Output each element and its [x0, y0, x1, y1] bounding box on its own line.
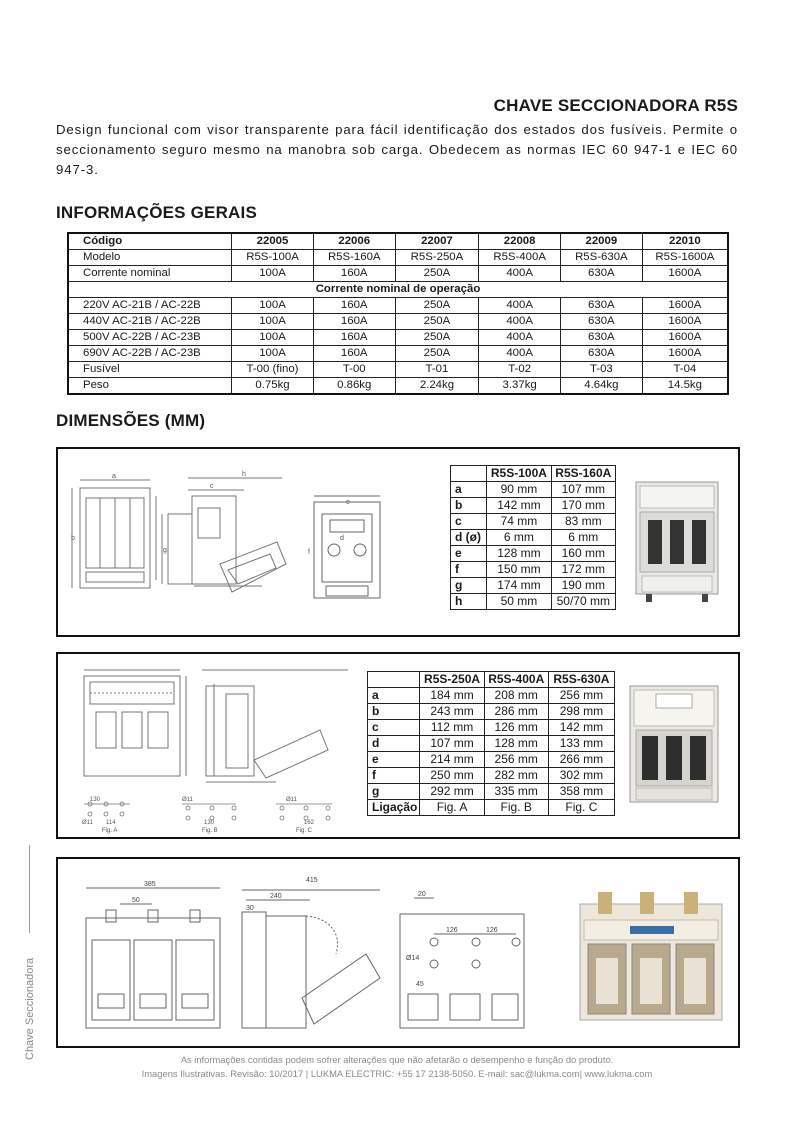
table-cell: 107 mm [420, 736, 484, 752]
table-cell: c [451, 514, 487, 530]
table-cell: 256 mm [548, 688, 614, 704]
table-cell: 50 mm [487, 594, 551, 610]
dimension-label: e [346, 499, 350, 506]
table-header-cell: R5S-160A [551, 466, 615, 482]
table-cell: 266 mm [548, 752, 614, 768]
dimension-label: f [308, 549, 310, 556]
table-cell: 160A [313, 266, 395, 282]
dimension-label: 30 [246, 905, 254, 912]
table-row [368, 736, 615, 752]
table-cell: 335 mm [484, 784, 548, 800]
table-cell: T-00 [313, 362, 395, 378]
table-row [451, 546, 616, 562]
dimension-label: 114 [106, 820, 116, 826]
table-cell: 630A [561, 266, 643, 282]
table-cell: d [368, 736, 420, 752]
table-cell: 1600A [642, 298, 728, 314]
product-photo-large [578, 884, 724, 1024]
table-cell: 690V AC-22B / AC-23B [68, 346, 232, 362]
table-cell: 150 mm [487, 562, 551, 578]
table-cell: 2.24kg [395, 378, 479, 395]
table-cell: 90 mm [487, 482, 551, 498]
table-cell: a [451, 482, 487, 498]
side-label: Chave Seccionadora [24, 957, 36, 1060]
table-subheader: Corrente nominal de operação [68, 282, 728, 298]
dimensions-table-medium [367, 671, 615, 816]
table-header-cell: 22005 [232, 233, 314, 250]
table-cell: 214 mm [420, 752, 484, 768]
table-cell: 142 mm [487, 498, 551, 514]
table-row [451, 482, 616, 498]
table-cell: 190 mm [551, 578, 615, 594]
table-row [368, 784, 615, 800]
table-header-cell: R5S-630A [548, 672, 614, 688]
table-header-cell [451, 466, 487, 482]
table-cell: a [368, 688, 420, 704]
table-header-cell: R5S-250A [420, 672, 484, 688]
table-header-cell: R5S-400A [484, 672, 548, 688]
table-cell: 630A [561, 346, 643, 362]
table-cell: 1600A [642, 330, 728, 346]
table-cell: 74 mm [487, 514, 551, 530]
intro-paragraph: Design funcional com visor transparente para fácil identificação dos estados dos fusíveis. Permite o seccionamento seguro mesmo na manobra sob carga. Obedecem as normas IEC 60 947-1 e IEC 60 947-3. [56, 122, 738, 177]
table-row [368, 720, 615, 736]
table-cell: 100A [232, 314, 314, 330]
table-cell: 400A [479, 330, 561, 346]
table-cell: 50/70 mm [551, 594, 615, 610]
table-cell: Corrente nominal [68, 266, 232, 282]
table-cell: 174 mm [487, 578, 551, 594]
table-cell: 400A [479, 346, 561, 362]
dimension-label: b [71, 535, 75, 542]
table-cell: T-04 [642, 362, 728, 378]
table-cell: 83 mm [551, 514, 615, 530]
table-cell: 630A [561, 298, 643, 314]
table-cell: 160A [313, 330, 395, 346]
table-cell: 112 mm [420, 720, 484, 736]
table-header-cell: 22007 [395, 233, 479, 250]
table-cell: 3.37kg [479, 378, 561, 395]
info-heading: INFORMAÇÕES GERAIS [56, 203, 258, 222]
table-cell: 107 mm [551, 482, 615, 498]
table-cell: 6 mm [487, 530, 551, 546]
table-cell: 100A [232, 330, 314, 346]
dimensions-heading: DIMENSÕES (MM) [56, 411, 206, 430]
dimension-label: 130 [90, 797, 101, 803]
dimension-label: g [163, 547, 167, 554]
table-cell: R5S-400A [479, 250, 561, 266]
technical-drawing-small-top [308, 494, 386, 606]
table-cell: 208 mm [484, 688, 548, 704]
table-cell: 630A [561, 314, 643, 330]
table-header-cell: 22006 [313, 233, 395, 250]
table-row [68, 330, 728, 346]
dimension-label: 240 [270, 893, 282, 900]
table-cell: 126 mm [484, 720, 548, 736]
dimension-label: 20 [418, 891, 426, 898]
table-cell: g [451, 578, 487, 594]
footer-disclaimer: As informações contidas podem sofrer alterações que não afetarão o desempenho e função do produto. [180, 1054, 614, 1065]
table-header-cell [368, 672, 420, 688]
table-row [368, 768, 615, 784]
table-cell: 160A [313, 346, 395, 362]
dimension-label: Ø14 [406, 955, 420, 962]
table-cell: b [451, 498, 487, 514]
table-cell: d (ø) [451, 530, 487, 546]
table-row [368, 752, 615, 768]
dimension-label: d [340, 535, 344, 542]
product-photo-small [632, 478, 722, 606]
dimension-label: Ø11 [182, 797, 193, 803]
table-cell: T-01 [395, 362, 479, 378]
table-cell: Fig. A [420, 800, 484, 816]
table-cell: f [368, 768, 420, 784]
dimension-label: 45 [416, 981, 424, 988]
table-cell: 250A [395, 346, 479, 362]
table-cell: R5S-630A [561, 250, 643, 266]
table-cell: 100A [232, 346, 314, 362]
table-cell: Ligação [368, 800, 420, 816]
table-cell: 250A [395, 298, 479, 314]
table-cell: 500V AC-22B / AC-23B [68, 330, 232, 346]
table-cell: 1600A [642, 314, 728, 330]
dimension-label: 130 [204, 820, 215, 826]
table-cell: b [368, 704, 420, 720]
table-cell: 0.86kg [313, 378, 395, 395]
table-cell: 250 mm [420, 768, 484, 784]
dimension-label: 126 [486, 927, 498, 934]
table-cell: 160A [313, 314, 395, 330]
table-cell: 302 mm [548, 768, 614, 784]
table-header-cell: 22008 [479, 233, 561, 250]
table-row [68, 314, 728, 330]
table-cell: 400A [479, 314, 561, 330]
table-cell: 6 mm [551, 530, 615, 546]
table-row [68, 250, 728, 266]
table-row [68, 362, 728, 378]
figure-label: Fig. A [102, 828, 118, 834]
table-cell: 14.5kg [642, 378, 728, 395]
dimension-label: Ø11 [286, 797, 297, 803]
table-row [451, 594, 616, 610]
footer-contact: Imagens Ilustrativas. Revisão: 10/2017 | LUKMA ELECTRIC: +55 17 2138-5050. E-mail: sac@lukma.com| www.lukma.com [141, 1068, 653, 1079]
table-cell: R5S-250A [395, 250, 479, 266]
figure-label: Fig. B [202, 828, 218, 834]
table-cell: 292 mm [420, 784, 484, 800]
table-cell: T-03 [561, 362, 643, 378]
table-cell: 400A [479, 266, 561, 282]
table-header-cell: 22009 [561, 233, 643, 250]
table-cell: 400A [479, 298, 561, 314]
figure-label: Fig. C [296, 828, 313, 834]
table-row [368, 688, 615, 704]
dimension-label: 126 [446, 927, 458, 934]
table-cell: 128 mm [484, 736, 548, 752]
table-cell: 0.75kg [232, 378, 314, 395]
table-cell: 1600A [642, 346, 728, 362]
table-cell: 133 mm [548, 736, 614, 752]
table-cell: 160A [313, 298, 395, 314]
table-cell: 172 mm [551, 562, 615, 578]
table-cell: 170 mm [551, 498, 615, 514]
table-cell: 358 mm [548, 784, 614, 800]
table-row [451, 578, 616, 594]
table-row [68, 266, 728, 282]
table-row [451, 498, 616, 514]
table-row [68, 298, 728, 314]
table-header-cell: Código [68, 233, 232, 250]
page-title: CHAVE SECCIONADORA R5S [493, 96, 738, 115]
technical-drawing-small-front-side [72, 468, 302, 618]
table-cell: 142 mm [548, 720, 614, 736]
table-cell: Fusível [68, 362, 232, 378]
info-table [67, 232, 729, 395]
table-cell: 243 mm [420, 704, 484, 720]
table-cell: 298 mm [548, 704, 614, 720]
dimension-label: 162 [304, 820, 315, 826]
table-cell: 440V AC-21B / AC-22B [68, 314, 232, 330]
table-row [451, 514, 616, 530]
table-cell: 220V AC-21B / AC-22B [68, 298, 232, 314]
table-cell: R5S-100A [232, 250, 314, 266]
table-cell: Fig. B [484, 800, 548, 816]
table-cell: R5S-160A [313, 250, 395, 266]
table-header-row [68, 233, 728, 250]
side-divider [29, 845, 30, 933]
table-cell: 128 mm [487, 546, 551, 562]
technical-drawing-medium [76, 664, 350, 834]
dimension-label: 385 [144, 881, 156, 888]
table-header-row [368, 672, 615, 688]
dimension-label: 50 [132, 897, 140, 904]
dimension-label: h [242, 471, 246, 478]
table-row [68, 378, 728, 395]
table-cell: 1600A [642, 266, 728, 282]
dimension-label: a [112, 473, 116, 480]
table-header-cell: R5S-100A [487, 466, 551, 482]
table-subheader-row [68, 282, 728, 298]
table-cell: 286 mm [484, 704, 548, 720]
table-cell: 256 mm [484, 752, 548, 768]
table-row [368, 800, 615, 816]
table-row [68, 346, 728, 362]
table-header-row [451, 466, 616, 482]
table-cell: 282 mm [484, 768, 548, 784]
table-row [451, 530, 616, 546]
dimension-label: 415 [306, 877, 318, 884]
table-cell: Fig. C [548, 800, 614, 816]
table-cell: T-02 [479, 362, 561, 378]
table-cell: 250A [395, 330, 479, 346]
table-header-cell: 22010 [642, 233, 728, 250]
table-cell: 250A [395, 266, 479, 282]
table-cell: T-00 (fino) [232, 362, 314, 378]
table-cell: 160 mm [551, 546, 615, 562]
table-cell: 4.64kg [561, 378, 643, 395]
table-cell: R5S-1600A [642, 250, 728, 266]
table-cell: f [451, 562, 487, 578]
table-row [451, 562, 616, 578]
table-cell: 184 mm [420, 688, 484, 704]
dimension-label: c [210, 483, 214, 490]
table-cell: h [451, 594, 487, 610]
table-cell: Peso [68, 378, 232, 395]
table-cell: 100A [232, 298, 314, 314]
table-row [368, 704, 615, 720]
table-cell: Modelo [68, 250, 232, 266]
technical-drawing-large [80, 874, 540, 1034]
table-cell: e [451, 546, 487, 562]
table-cell: c [368, 720, 420, 736]
dimensions-table-small [450, 465, 616, 610]
table-cell: 630A [561, 330, 643, 346]
table-cell: 250A [395, 314, 479, 330]
table-cell: g [368, 784, 420, 800]
dimension-label: Ø11 [82, 820, 93, 826]
product-photo-medium [626, 680, 722, 806]
table-cell: e [368, 752, 420, 768]
table-cell: 100A [232, 266, 314, 282]
